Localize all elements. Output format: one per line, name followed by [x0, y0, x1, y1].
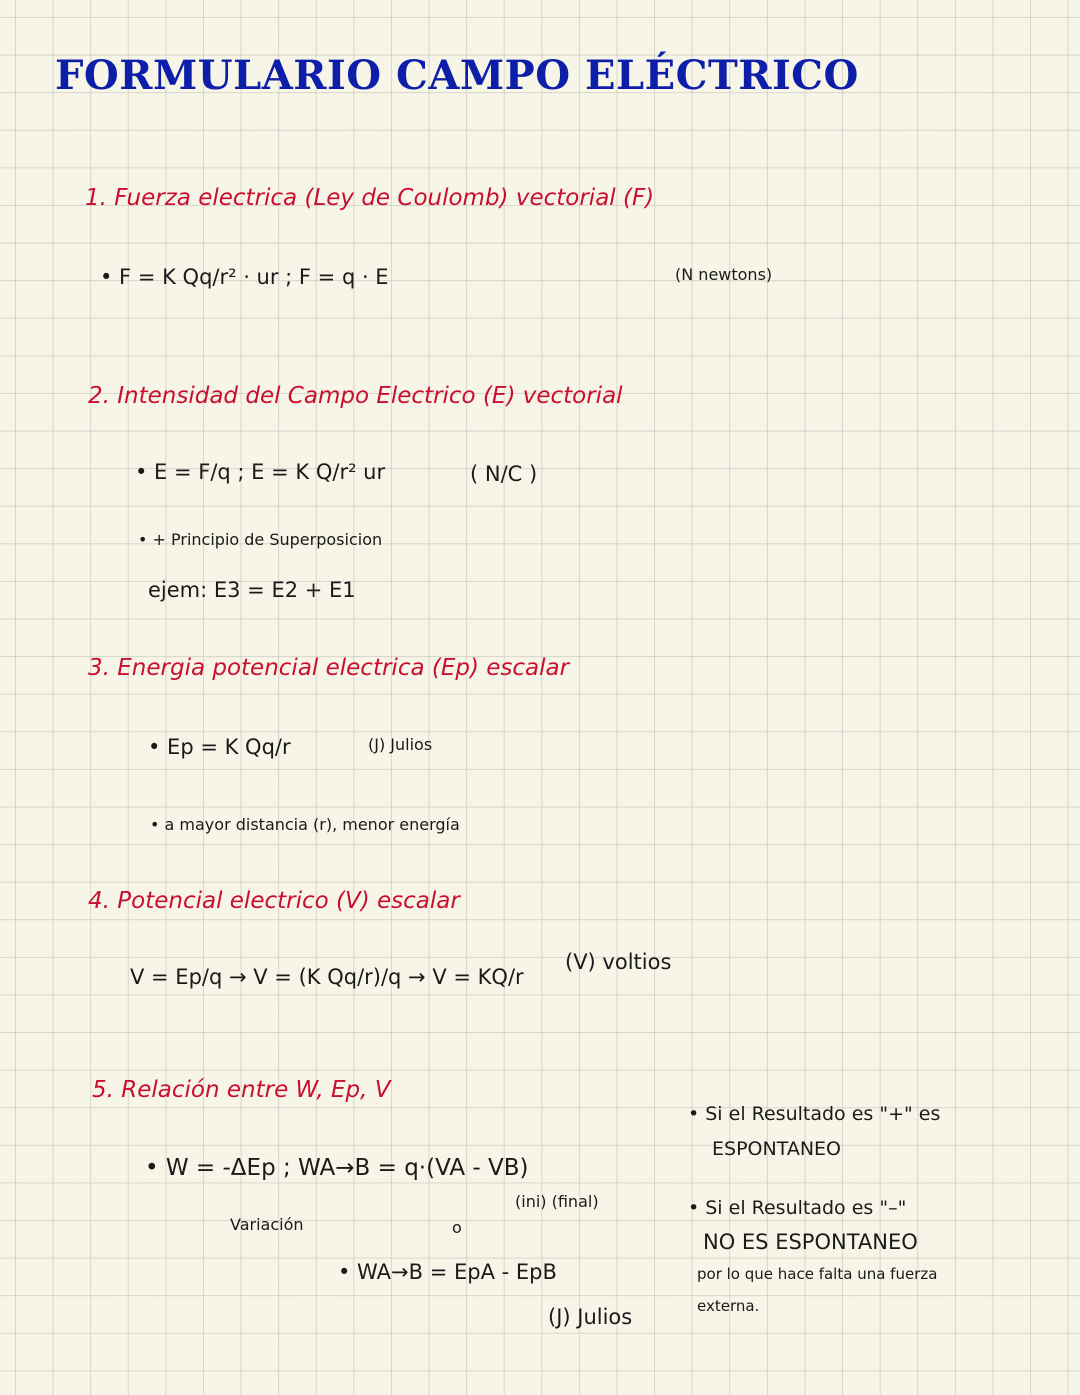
side-note-1: • Si el Resultado es "+" es [688, 1103, 941, 1125]
section-2-note: • + Principio de Superposicion [138, 530, 383, 549]
side-note-2b: NO ES ESPONTANEO [703, 1230, 918, 1254]
section-1-formula: • F = K Qq/r² · ur ; F = q · E [100, 265, 389, 289]
page-title: FORMULARIO CAMPO ELÉCTRICO [55, 52, 859, 99]
section-5-circle: o [452, 1218, 462, 1237]
side-note-2: • Si el Resultado es "–" [688, 1197, 907, 1219]
side-note-3b: externa. [697, 1297, 760, 1315]
section-5-unit: (J) Julios [548, 1305, 633, 1329]
section-2-unit: ( N/C ) [470, 462, 538, 486]
section-5-formula: • W = -ΔEp ; WA→B = q·(VA - VB) [145, 1155, 529, 1181]
section-3-note: • a mayor distancia (r), menor energía [150, 815, 460, 834]
section-2-formula: • E = F/q ; E = K Q/r² ur [135, 460, 386, 484]
section-5-formula-2: • WA→B = EpA - EpB [338, 1260, 557, 1284]
section-5-sub: (ini) (final) [515, 1192, 599, 1211]
section-2-example: ejem: E3 = E2 + E1 [148, 578, 356, 602]
section-1-heading: 1. Fuerza electrica (Ley de Coulomb) vectorial (F) [85, 185, 655, 211]
section-1-unit: (N newtons) [675, 265, 773, 284]
section-5-variation: Variación [230, 1215, 304, 1234]
section-4-heading: 4. Potencial electrico (V) escalar [88, 888, 460, 914]
section-4-unit: (V) voltios [565, 950, 672, 974]
section-2-heading: 2. Intensidad del Campo Electrico (E) vectorial [88, 383, 623, 409]
side-note-1b: ESPONTANEO [712, 1138, 841, 1160]
section-3-heading: 3. Energia potencial electrica (Ep) escalar [88, 655, 570, 681]
section-3-unit: (J) Julios [368, 735, 433, 754]
section-3-formula: • Ep = K Qq/r [148, 735, 291, 759]
side-note-3: por lo que hace falta una fuerza [697, 1265, 938, 1283]
section-4-formula: V = Ep/q → V = (K Qq/r)/q → V = KQ/r [130, 965, 524, 989]
section-5-heading: 5. Relación entre W, Ep, V [92, 1077, 391, 1103]
